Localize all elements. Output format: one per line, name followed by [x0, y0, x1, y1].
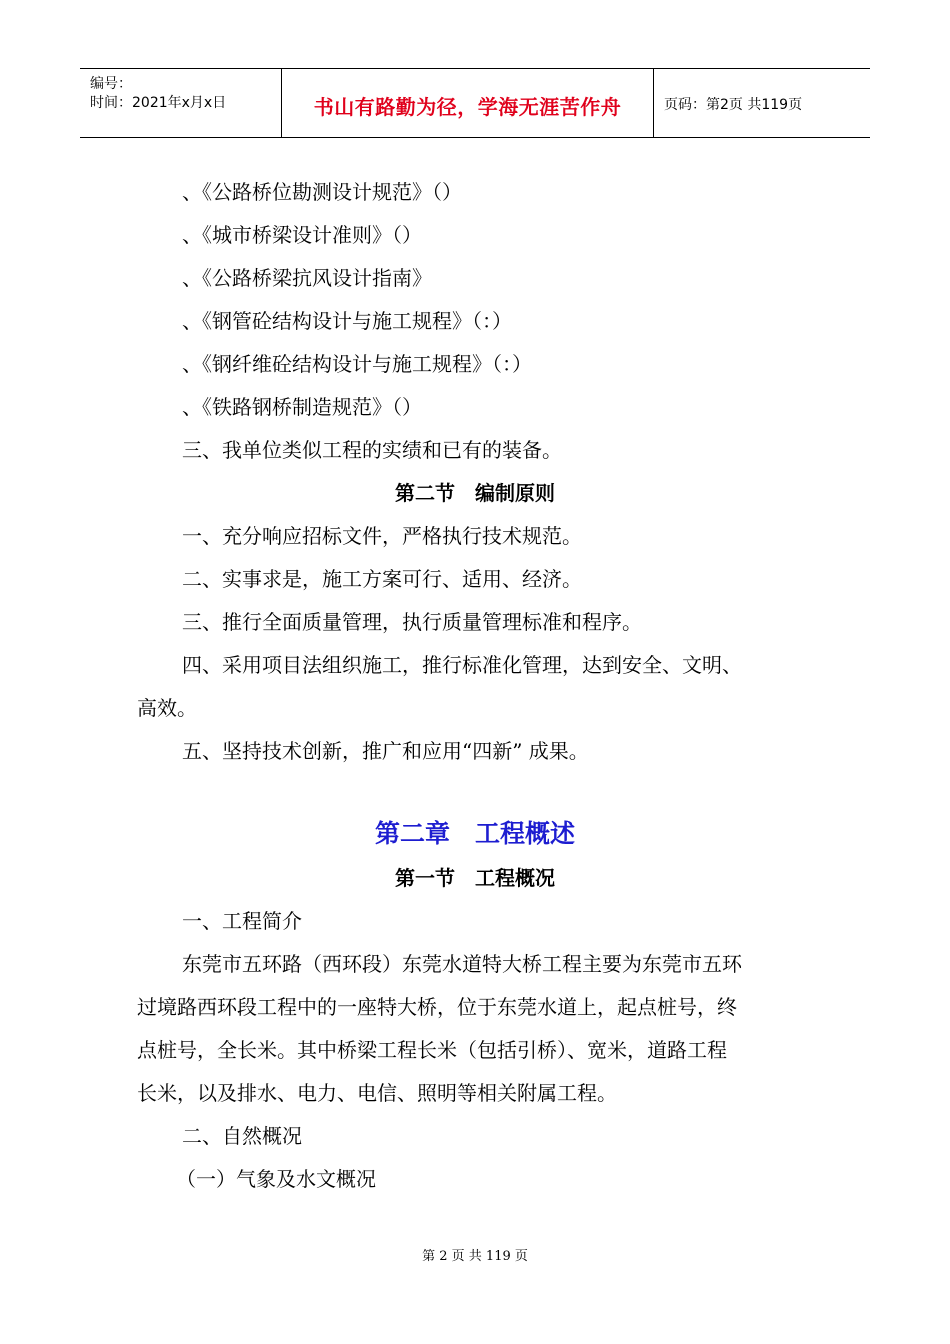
paragraph-line: 过境路西环段工程中的一座特大桥，位于东莞水道上，起点桩号，终	[137, 995, 737, 1019]
document-number-label: 编号：	[90, 76, 132, 92]
subheading: 二、自然概况	[182, 1124, 302, 1148]
reference-item: 、《钢纤维砼结构设计与施工规程》（：）	[182, 352, 532, 376]
header-motto-cell	[282, 69, 654, 137]
page-footer: 第 2 页 共 119 页	[422, 1249, 528, 1264]
header-motto: 书山有路勤为径，学海无涯苦作舟	[313, 95, 622, 119]
subheading: 一、工程简介	[182, 909, 302, 933]
header-page-number: 页码：第2页 共119页	[664, 97, 803, 113]
section-title: 第二节 编制原则	[395, 481, 555, 505]
reference-item: 、《公路桥位勘测设计规范》（）	[182, 180, 462, 204]
paragraph: 三、我单位类似工程的实绩和已有的装备。	[182, 438, 562, 462]
header-page-cell	[654, 69, 870, 137]
reference-item: 、《钢管砼结构设计与施工规程》（：）	[182, 309, 512, 333]
principle-item-continued: 高效。	[137, 696, 197, 720]
section-title: 第一节 工程概况	[395, 866, 555, 890]
paragraph-line: 点桩号，全长米。其中桥梁工程长米（包括引桥）、宽米，道路工程	[137, 1038, 727, 1062]
header-info-cell	[80, 69, 282, 137]
principle-item: 二、实事求是，施工方案可行、适用、经济。	[182, 567, 582, 591]
subheading: （一）气象及水文概况	[176, 1167, 376, 1191]
principle-item: 三、推行全面质量管理，执行质量管理标准和程序。	[182, 610, 642, 634]
chapter-title: 第二章 工程概述	[374, 819, 575, 848]
document-time-label: 时间：2021年x月x日	[90, 95, 227, 111]
principle-item: 一、充分响应招标文件，严格执行技术规范。	[182, 524, 582, 548]
principle-item: 五、坚持技术创新，推广和应用“四新” 成果。	[182, 739, 589, 763]
page-header	[80, 68, 870, 138]
reference-item: 、《城市桥梁设计准则》（）	[182, 223, 422, 247]
principle-item: 四、采用项目法组织施工，推行标准化管理，达到安全、文明、	[182, 653, 742, 677]
reference-item: 、《铁路钢桥制造规范》（）	[182, 395, 422, 419]
reference-item: 、《公路桥梁抗风设计指南》	[182, 266, 432, 290]
paragraph-line: 长米，以及排水、电力、电信、照明等相关附属工程。	[137, 1081, 617, 1105]
paragraph-line: 东莞市五环路（西环段）东莞水道特大桥工程主要为东莞市五环	[182, 952, 742, 976]
